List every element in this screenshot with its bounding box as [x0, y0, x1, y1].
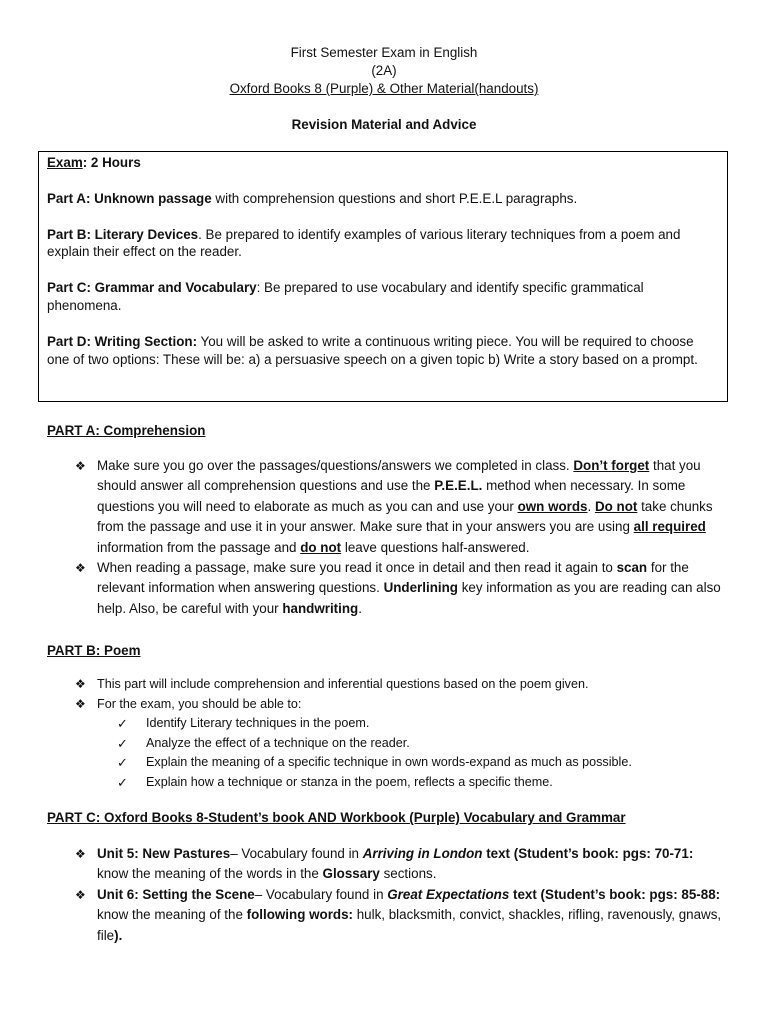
part-a-text: with comprehension questions and short P.E.E.L paragraphs. — [211, 190, 578, 206]
part-a-heading — [47, 422, 205, 439]
part-b-label: Part B: Literary Devices — [47, 226, 199, 242]
part-a-summary — [47, 190, 719, 208]
materials-line — [0, 80, 768, 97]
list-item — [75, 675, 725, 695]
materials-text: Oxford Books 8 (Purple) & Other Material(handouts) — [229, 81, 539, 96]
checklist-text: Explain how a technique or stanza in the poem, reflects a specific theme. — [146, 774, 553, 789]
vocabulary-words: hulk, blacksmith, convict, shackles, rifling, ravenously, gnaws, file — [97, 907, 722, 943]
text-segment: for the relevant information when answering questions. — [97, 560, 689, 596]
diamond-bullet-icon: ❖ — [75, 847, 86, 861]
text-segment: leave questions half-answered. — [341, 539, 530, 555]
part-c-text: : Be prepared to use vocabulary and identify specific grammatical phenomena. — [47, 280, 644, 313]
diamond-bullet-icon: ❖ — [75, 459, 86, 473]
part-c-label: Part C: Grammar and Vocabulary — [47, 280, 257, 296]
text-segment: that you should answer all comprehension questions and use the — [97, 458, 701, 494]
exam-label: Exam — [47, 155, 83, 170]
checklist-item — [117, 773, 725, 793]
diamond-bullet-icon: ❖ — [75, 677, 86, 691]
check-icon: ✓ — [117, 735, 128, 751]
part-b-list — [75, 675, 725, 792]
skills-checklist — [97, 714, 725, 792]
text-segment: . — [587, 498, 595, 514]
text-segment: – Vocabulary found in — [230, 846, 363, 861]
list-item — [75, 695, 725, 793]
part-b-heading — [47, 642, 141, 659]
emphasis-underlining: Underlining — [383, 580, 458, 596]
text-segment: – Vocabulary found in — [254, 886, 388, 902]
checklist-text: Identify Literary techniques in the poem. — [146, 716, 370, 730]
text-segment: know the meaning of the words in the — [97, 866, 323, 882]
text-segment: take chunks from the passage and use it in your answer. Make sure that in your answers you are using — [97, 498, 713, 535]
emphasis-own-words: own words — [517, 498, 588, 514]
text-segment: information from the passage and — [97, 539, 301, 555]
emphasis-all-required: all required — [633, 519, 706, 535]
part-b-summary — [47, 226, 719, 262]
text-segment: Make sure you go over the passages/questions/answers we completed in class. — [97, 458, 574, 473]
diamond-bullet-icon: ❖ — [75, 887, 86, 902]
emphasis-dont-forget: Don’t forget — [573, 458, 650, 473]
exam-overview-box — [38, 151, 728, 402]
list-item — [75, 558, 725, 619]
checklist-item — [117, 734, 725, 754]
checklist-text: Explain the meaning of a specific technique in own words-expand as much as possible. — [146, 755, 632, 769]
text-segment: method when necessary. In some questions you will need to elaborate as much as you can and use your — [97, 478, 686, 514]
part-d-label: Part D: Writing Section: — [47, 333, 198, 349]
text-segment: For the exam, you should be able to: — [97, 696, 302, 711]
unit-5-label: Unit 5: New Pastures — [97, 846, 231, 861]
exam-title: First Semester Exam in English — [290, 45, 478, 60]
exam-duration — [47, 154, 719, 172]
text-segment: ). — [114, 927, 123, 943]
check-icon: ✓ — [117, 774, 128, 790]
unit-6-pages: text (Student’s book: pgs: 85-88: — [509, 886, 721, 902]
emphasis-scan: scan — [616, 560, 648, 576]
exam-value: : 2 Hours — [82, 155, 141, 170]
checklist-item — [117, 753, 725, 773]
unit-6-book: Great Expectations — [387, 886, 510, 902]
emphasis-following-words: following words: — [246, 907, 353, 923]
part-d-summary — [47, 333, 719, 369]
emphasis-peel: P.E.E.L. — [434, 478, 483, 494]
unit-5-pages: text (Student’s book: pgs: 70-71: — [482, 846, 694, 861]
emphasis-do-not: Do not — [594, 498, 638, 514]
check-icon: ✓ — [117, 755, 128, 770]
part-a-label: Part A: Unknown passage — [47, 190, 212, 206]
part-b-text: . Be prepared to identify examples of various literary techniques from a poem and explain their effect on the reader. — [47, 226, 681, 260]
part-c-list — [75, 844, 725, 946]
checklist-item — [117, 714, 725, 734]
emphasis-handwriting: handwriting — [282, 600, 359, 616]
checklist-text: Analyze the effect of a technique on the reader. — [146, 735, 410, 750]
list-item — [75, 844, 725, 885]
part-a-list — [75, 456, 725, 619]
part-b-heading-text: PART B: Poem — [47, 643, 141, 658]
diamond-bullet-icon: ❖ — [75, 561, 86, 576]
part-d-text: You will be asked to write a continuous writing piece. You will be required to choose one of two options: These will be: a) a persuasive speech on a given topic b) Write a story based on a prompt. — [47, 333, 698, 367]
part-a-heading-text: PART A: Comprehension — [47, 423, 206, 438]
list-item — [75, 885, 725, 946]
emphasis-glossary: Glossary — [322, 866, 380, 882]
part-c-heading — [47, 809, 626, 826]
page-title: Revision Material and Advice — [291, 117, 477, 132]
emphasis-do-not-2: do not — [300, 539, 342, 555]
text-segment: key information as you are reading can also help. Also, be careful with your — [97, 580, 721, 616]
part-c-summary — [47, 279, 719, 315]
text-segment: . — [358, 600, 362, 616]
exam-code: (2A) — [371, 63, 397, 78]
text-segment: sections. — [379, 866, 437, 882]
check-icon: ✓ — [117, 716, 128, 731]
text-segment: This part will include comprehension and inferential questions based on the poem given. — [97, 677, 589, 691]
text-segment: know the meaning of the — [97, 907, 247, 923]
part-c-heading-text: PART C: Oxford Books 8-Student’s book AND Workbook (Purple) Vocabulary and Grammar — [47, 810, 626, 825]
list-item — [75, 456, 725, 558]
unit-6-label: Unit 6: Setting the Scene — [97, 886, 255, 902]
unit-5-book: Arriving in London — [362, 846, 483, 861]
diamond-bullet-icon: ❖ — [75, 696, 86, 711]
text-segment: When reading a passage, make sure you read it once in detail and then read it again to — [97, 560, 617, 576]
